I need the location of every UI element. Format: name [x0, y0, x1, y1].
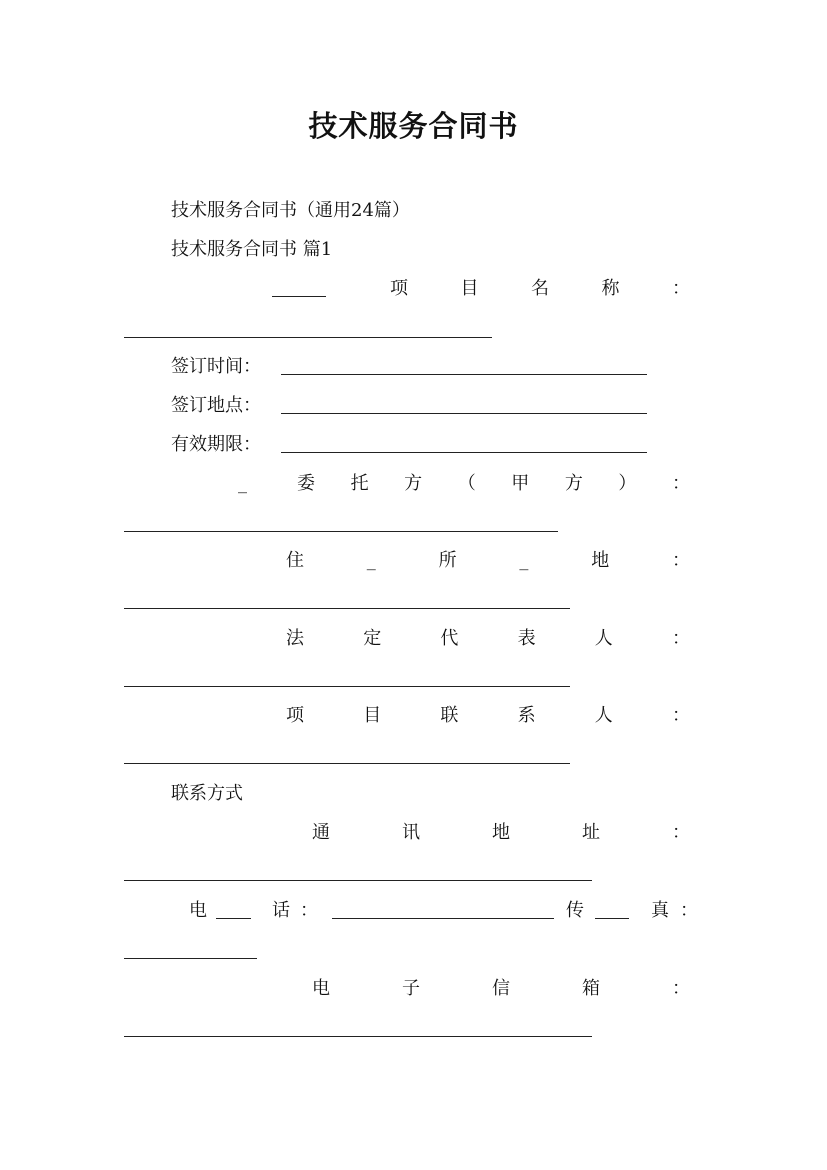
signing-place-label: 签订地点： [171, 395, 261, 416]
client-char: 方 [404, 473, 423, 494]
project-name-char: 称 [601, 278, 620, 299]
project-contact-char: 目 [363, 705, 382, 726]
mail-address-char: 址 [582, 822, 600, 843]
legal-rep-char: 定 [363, 628, 382, 649]
document-title: 技术服务合同书 [308, 109, 519, 143]
email-char: 子 [402, 978, 420, 999]
project-name-prefix-blank [272, 296, 326, 297]
project-name-char: 名 [531, 278, 549, 299]
phone-inline-blank [216, 918, 251, 919]
client-char: 托 [350, 473, 369, 494]
contact-method-label: 联系方式 [171, 783, 243, 804]
legal-rep-field[interactable] [124, 686, 570, 687]
fax-colon: ： [680, 900, 698, 921]
fax-char-2: 真 [651, 900, 669, 921]
validity-field[interactable] [281, 452, 647, 453]
legal-rep-label [286, 628, 690, 650]
project-contact-field[interactable] [124, 763, 570, 764]
phone-char-2: 话 [272, 900, 290, 921]
legal-rep-char: 人 [594, 628, 613, 649]
project-contact-char: ： [671, 705, 690, 726]
legal-rep-char: 法 [286, 628, 304, 649]
client-char: （ [457, 473, 476, 494]
project-contact-char: 项 [286, 705, 304, 726]
project-name-char: 项 [390, 278, 408, 299]
mail-address-char: ： [672, 822, 690, 843]
legal-rep-char: 代 [440, 628, 459, 649]
client-prefix-underscore: _ [238, 473, 247, 494]
client-char: 甲 [511, 473, 530, 494]
client-char: 委 [297, 473, 315, 494]
address-label [286, 550, 690, 572]
email-char: 信 [492, 978, 510, 999]
email-char: 电 [312, 978, 330, 999]
email-char: ： [672, 978, 690, 999]
fax-inline-blank [595, 918, 629, 919]
address-char: ： [671, 550, 690, 571]
signing-place-field[interactable] [281, 413, 647, 414]
client-char: ） [618, 473, 637, 494]
email-field[interactable] [124, 1036, 592, 1037]
phone-field[interactable] [332, 918, 554, 919]
project-contact-char: 联 [440, 705, 459, 726]
phone-char-1: 电 [189, 900, 207, 921]
fax-char-1: 传 [566, 900, 584, 921]
address-field[interactable] [124, 608, 570, 609]
mail-address-char: 地 [492, 822, 510, 843]
fax-field[interactable] [124, 958, 257, 959]
project-name-field[interactable] [124, 337, 492, 338]
project-contact-char: 系 [517, 705, 536, 726]
document-subtitle: 技术服务合同书（通用24篇） [171, 200, 410, 221]
client-char: 方 [564, 473, 583, 494]
client-label [297, 473, 690, 495]
address-char: 地 [591, 550, 610, 571]
client-field[interactable] [124, 531, 558, 532]
project-name-char: 目 [460, 278, 479, 299]
address-char: _ [519, 550, 529, 571]
project-name-label [390, 278, 690, 300]
validity-label: 有效期限： [171, 434, 261, 455]
mail-address-label [312, 822, 690, 844]
mail-address-char: 通 [312, 822, 330, 843]
mail-address-field[interactable] [124, 880, 592, 881]
project-name-char: ： [672, 278, 690, 299]
project-contact-label [286, 705, 690, 727]
project-contact-char: 人 [594, 705, 613, 726]
client-char: ： [671, 473, 690, 494]
signing-time-field[interactable] [281, 374, 647, 375]
legal-rep-char: ： [671, 628, 690, 649]
section-heading: 技术服务合同书 篇1 [171, 239, 333, 260]
phone-colon: ： [300, 900, 318, 921]
email-char: 箱 [582, 978, 600, 999]
mail-address-char: 讯 [402, 822, 420, 843]
legal-rep-char: 表 [517, 628, 536, 649]
email-label [312, 978, 690, 1000]
address-char: _ [366, 550, 376, 571]
signing-time-label: 签订时间： [171, 356, 261, 377]
address-char: 住 [286, 550, 304, 571]
address-char: 所 [438, 550, 457, 571]
